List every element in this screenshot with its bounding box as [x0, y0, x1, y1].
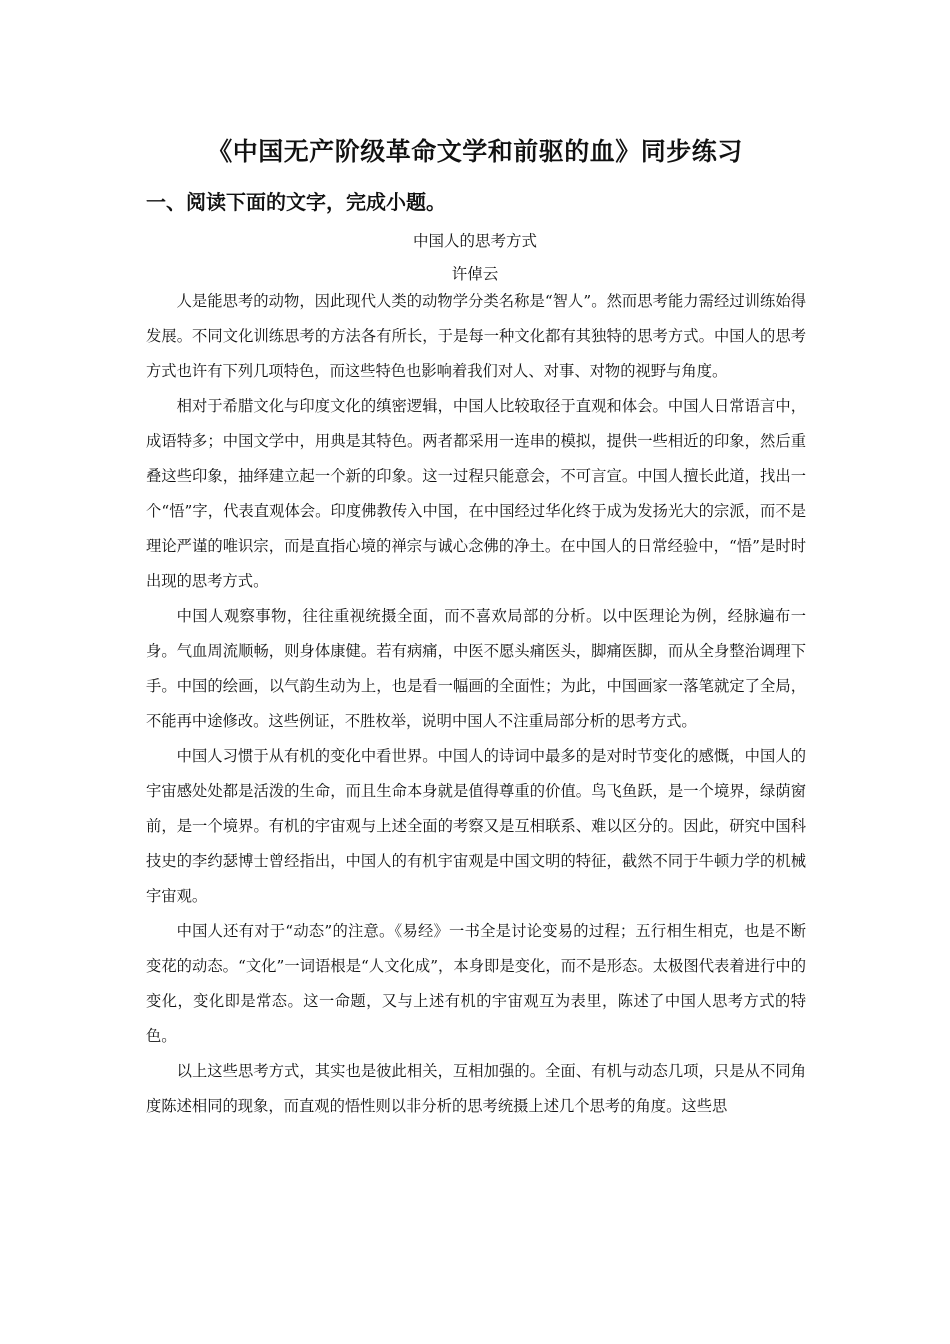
article-title: 中国人的思考方式 — [412, 232, 537, 250]
paragraph: 以上这些思考方式，其实也是彼此相关，互相加强的。全面、有机与动态几项，只是从不同角度陈述相同的现象，而直观的悟性则以非分析的思考统摄上述几个思考的角度。这些思 — [146, 1062, 806, 1115]
paragraph: 中国人习惯于从有机的变化中看世界。中国人的诗词中最多的是对时节变化的感慨，中国人的宇宙感处处都是活泼的生命，而且生命本身就是值得尊重的价值。鸟飞鱼跃，是一个境界，绿荫窗前，是一个境界。有机的宇宙观与上述全面的考察又是互相联系、难以区分的。因此，研究中国科技史的李约瑟博士曾经指出，中国人的有机宇宙观是中国文明的特征，截然不同于牛顿力学的机械宇宙观。 — [146, 747, 806, 905]
paragraph: 中国人观察事物，往往重视统摄全面，而不喜欢局部的分析。以中医理论为例，经脉遍布一身。气血周流顺畅，则身体康健。若有病痛，中医不愿头痛医头，脚痛医脚，而从全身整治调理下手。中国的绘画，以气韵生动为上，也是看一幅画的全面性；为此，中国画家一落笔就定了全局，不能再中途修改。这些例证，不胜枚举，说明中国人不注重局部分析的思考方式。 — [146, 607, 806, 730]
document-title: 《中国无产阶级革命文学和前驱的血》同步练习 — [207, 137, 743, 166]
paragraph: 相对于希腊文化与印度文化的缜密逻辑，中国人比较取径于直观和体会。中国人日常语言中，成语特多；中国文学中，用典是其特色。两者都采用一连串的模拟，提供一些相近的印象，然后重叠这些印象，抽绎建立起一个新的印象。这一过程只能意会，不可言宣。中国人擅长此道，找出一个“悟”字，代表直观体会。印度佛教传入中国，在中国经过华化终于成为发扬光大的宗派，而不是理论严谨的唯识宗，而是直指心境的禅宗与诚心念佛的净土。在中国人的日常经验中，“悟”是时时出现的思考方式。 — [146, 397, 806, 590]
article-author: 许倬云 — [451, 265, 499, 283]
paragraph: 人是能思考的动物，因此现代人类的动物学分类名称是“智人”。然而思考能力需经过训练始得发展。不同文化训练思考的方法各有所长，于是每一种文化都有其独特的思考方式。中国人的思考方式也许有下列几项特色，而这些特色也影响着我们对人、对事、对物的视野与角度。 — [146, 292, 806, 380]
article-body — [146, 284, 806, 1124]
section-heading: 一、阅读下面的文字，完成小题。 — [146, 190, 446, 214]
paragraph: 中国人还有对于“动态”的注意。《易经》一书全是讨论变易的过程；五行相生相克，也是不断变花的动态。“文化”一词语根是“人文化成”，本身即是变化，而不是形态。太极图代表着进行中的变化，变化即是常态。这一命题，又与上述有机的宇宙观互为表里，陈述了中国人思考方式的特色。 — [146, 922, 806, 1045]
